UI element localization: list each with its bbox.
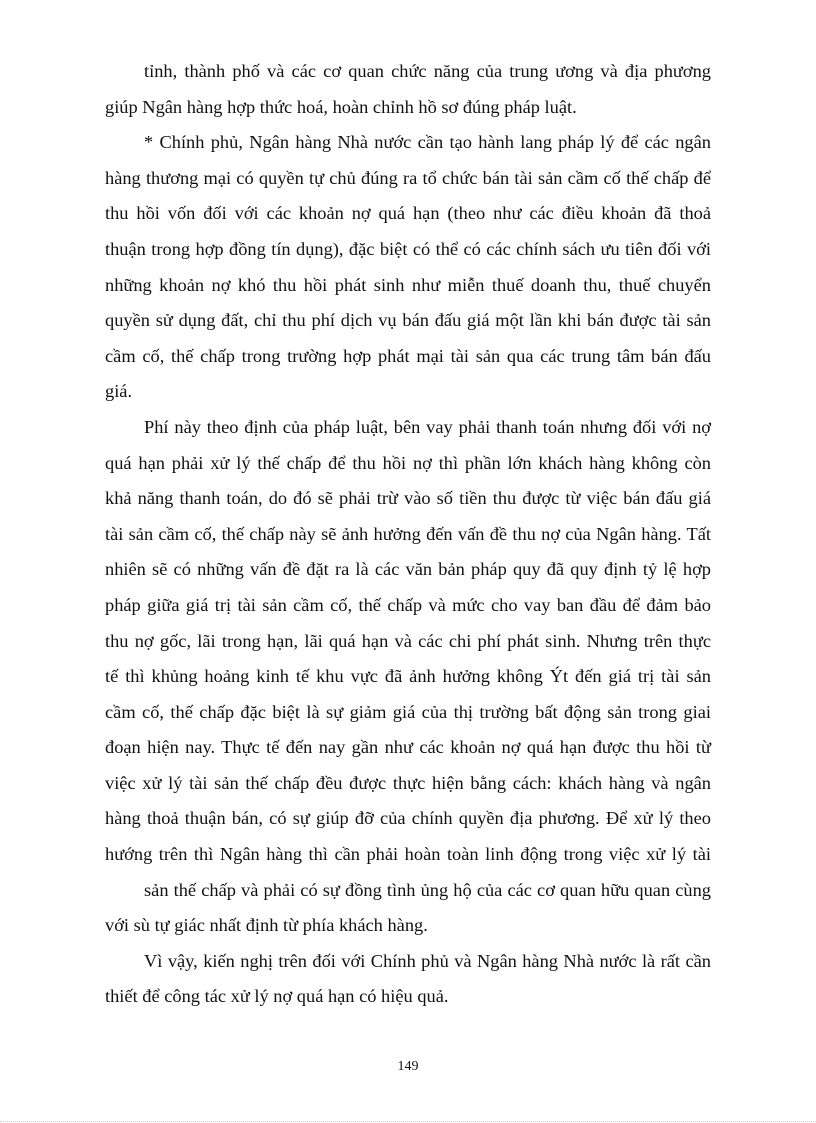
- text-line: thuận trong hợp đồng tín dụng), đặc biệt có thể có các chính sách ưu tiên đối với: [105, 238, 711, 259]
- text-line: * Chính phủ, Ngân hàng Nhà nước cần tạo hành lang pháp lý để các ngân: [144, 132, 711, 153]
- paragraph-4: [105, 944, 711, 1015]
- paragraph-3: [105, 410, 711, 944]
- text-line: với sù tự giác nhất định từ phía khách hàng.: [105, 915, 428, 936]
- text-line: khả năng thanh toán, do đó sẽ phải trừ vào số tiền thu được từ việc bán đấu giá: [105, 488, 711, 509]
- text-line: Phí này theo định của pháp luật, bên vay phải thanh toán nhưng đối với nợ: [144, 416, 711, 437]
- page-bottom-divider: [0, 1121, 816, 1122]
- text-line: sản thế chấp và phải có sự đồng tình ủng hộ của các cơ quan hữu quan cùng: [144, 879, 711, 900]
- text-line: nhiên sẽ có những vấn đề đặt ra là các văn bản pháp quy đã quy định tỷ lệ hợp: [105, 559, 711, 580]
- text-line: cầm cố, thế chấp trong trường hợp phát mại tài sản qua các trung tâm bán đấu: [105, 345, 711, 366]
- text-line: tế thì khủng hoảng kinh tế khu vực đã ảnh hưởng không Ýt đến giá trị tài sản: [105, 666, 711, 687]
- text-line: hàng thương mại có quyền tự chủ đúng ra tổ chức bán tài sản cầm cố thế chấp để: [105, 167, 711, 188]
- text-line: giá.: [105, 381, 133, 402]
- text-line: quá hạn phải xử lý thế chấp để thu hồi nợ thì phần lớn khách hàng không còn: [105, 452, 711, 473]
- text-line: Vì vậy, kiến nghị trên đối với Chính phủ và Ngân hàng Nhà nước là rất cần: [144, 950, 711, 971]
- text-line: hướng trên thì Ngân hàng thì cần phải hoàn toàn linh động trong việc xử lý tài: [105, 844, 711, 865]
- text-line: quyền sử dụng đất, chỉ thu phí dịch vụ bán đấu giá một lần khi bán được tài sản: [105, 310, 711, 331]
- text-line: tài sản cầm cố, thế chấp này sẽ ảnh hưởng đến vấn đề thu nợ của Ngân hàng. Tất: [105, 523, 711, 544]
- paragraph-1: [105, 54, 711, 125]
- text-line: pháp giữa giá trị tài sản cầm cố, thế chấp và mức cho vay ban đầu để đảm bảo: [105, 594, 711, 615]
- text-line: thu hồi vốn đối với các khoản nợ quá hạn (theo như các điều khoản đã thoả: [105, 203, 711, 224]
- text-line: việc xử lý tài sản thế chấp đều được thực hiện bằng cách: khách hàng và ngân: [105, 772, 711, 793]
- text-line: đoạn hiện nay. Thực tế đến nay gần như các khoản nợ quá hạn được thu hồi từ: [105, 737, 711, 758]
- text-line: hàng thoả thuận bán, có sự giúp đỡ của chính quyền địa phương. Để xử lý theo: [105, 808, 711, 829]
- text-line: thiết để công tác xử lý nợ quá hạn có hiệu quả.: [105, 986, 449, 1007]
- text-line: những khoản nợ khó thu hồi phát sinh như miễn thuế doanh thu, thuế chuyển: [105, 274, 711, 295]
- text-line: giúp Ngân hàng hợp thức hoá, hoàn chỉnh hồ sơ đúng pháp luật.: [105, 96, 577, 117]
- text-line: tỉnh, thành phố và các cơ quan chức năng của trung ương và địa phương: [144, 61, 711, 81]
- text-line: thu nợ gốc, lãi trong hạn, lãi quá hạn và các chi phí phát sinh. Nhưng trên thực: [105, 630, 711, 651]
- paragraph-2: [105, 125, 711, 410]
- page-number: 149: [397, 1059, 419, 1074]
- body-text: [105, 54, 711, 1015]
- text-line: cầm cố, thế chấp đặc biệt là sự giảm giá của thị trường bất động sản trong giai: [105, 701, 711, 722]
